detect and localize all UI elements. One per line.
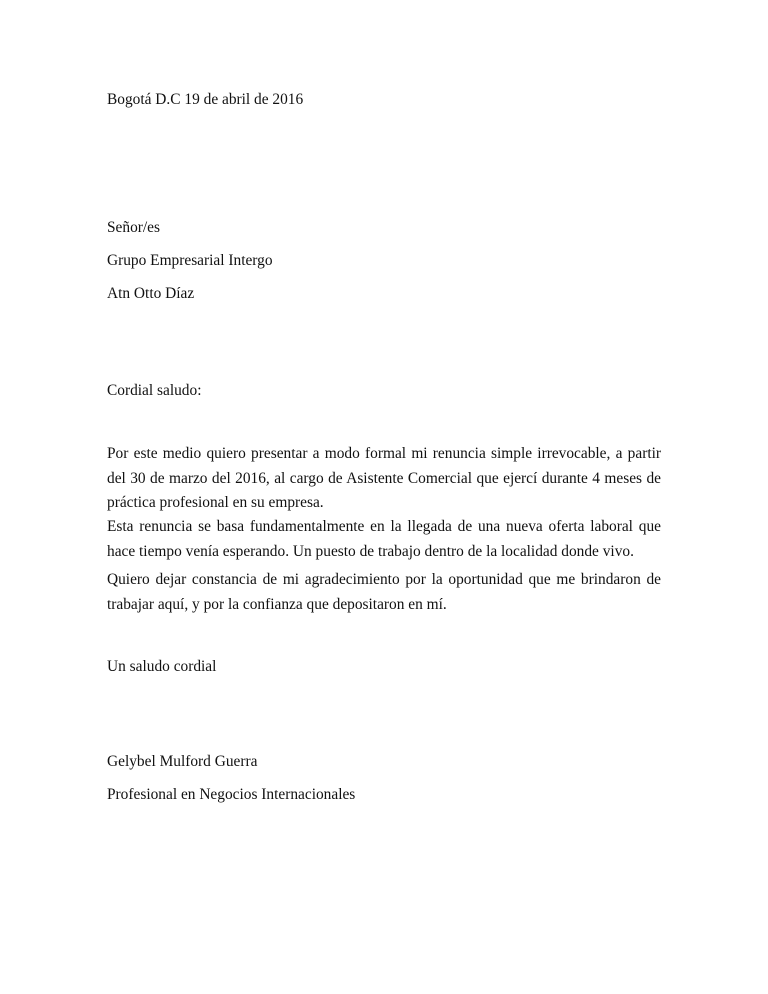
recipient-attention: Atn Otto Díaz xyxy=(107,285,195,302)
body-paragraph-1: Por este medio quiero presentar a modo formal mi renuncia simple irrevocable, a partir del 30 de marzo del 2016, al cargo de Asistente Comercial que ejercí durante 4 meses de práctica profesional en su empresa. xyxy=(107,445,661,511)
recipient-company: Grupo Empresarial Intergo xyxy=(107,252,273,269)
body-paragraph-2: Esta renuncia se basa fundamentalmente en la llegada de una nueva oferta laboral que hace tiempo venía esperando. Un puesto de trabajo dentro de la localidad donde vivo. xyxy=(107,518,661,560)
signature-name: Gelybel Mulford Guerra xyxy=(107,753,258,770)
body-paragraph-3: Quiero dejar constancia de mi agradecimiento por la oportunidad que me brindaron de trabajar aquí, y por la confianza que depositaron en mí. xyxy=(107,571,661,613)
salutation: Cordial saludo: xyxy=(107,382,202,399)
date-line: Bogotá D.C 19 de abril de 2016 xyxy=(107,91,304,108)
closing: Un saludo cordial xyxy=(107,658,217,675)
signature-title: Profesional en Negocios Internacionales xyxy=(107,786,356,803)
recipient-title: Señor/es xyxy=(107,219,161,236)
